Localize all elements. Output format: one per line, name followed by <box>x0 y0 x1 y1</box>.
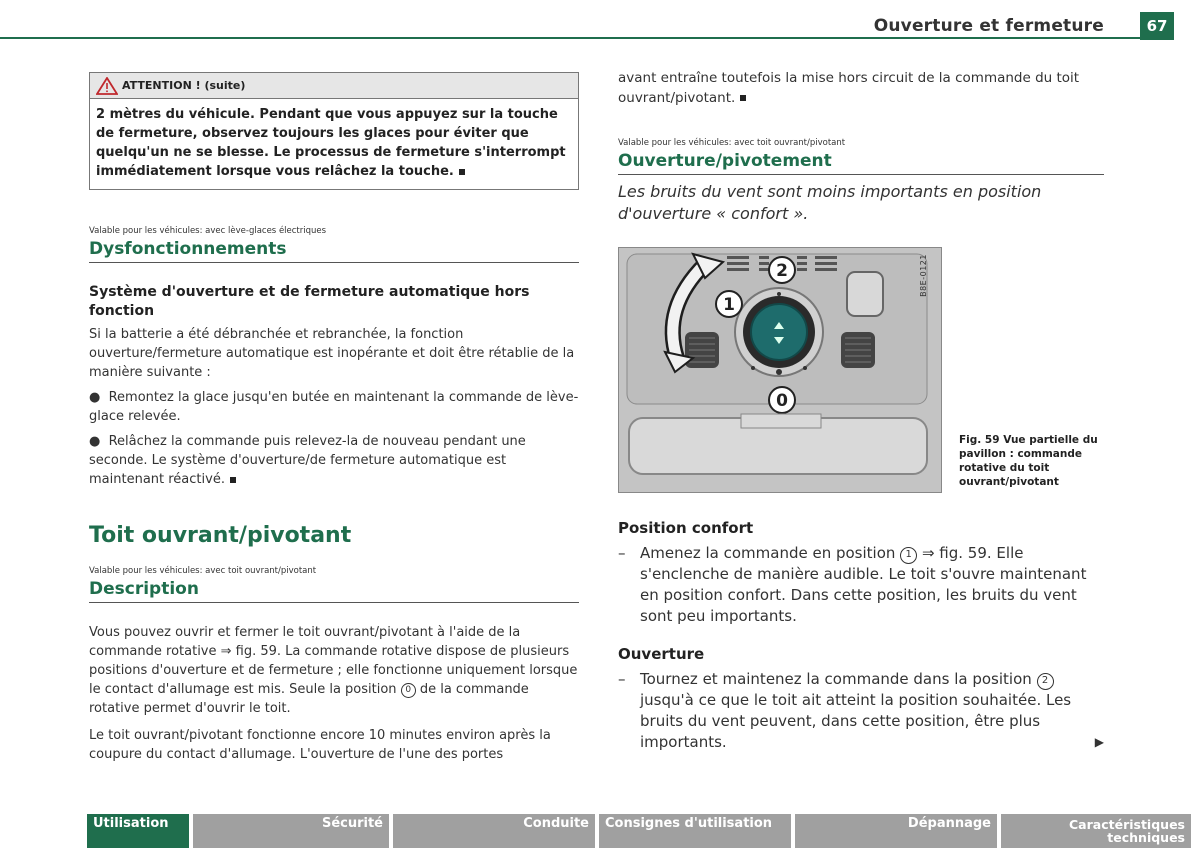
bullet-item: ● Remontez la glace jusqu'en butée en maintenant la commande de lève-glace relevée. <box>89 390 579 424</box>
end-marker <box>740 95 746 101</box>
paragraph: Vous pouvez ouvrir et fermer le toit ouvrant/pivotant à l'aide de la commande rotative ⇒ fig. 59. La commande rotative dispose de plusieurs positions d'ouverture et de fermeture ; elle fonctionne uniquement lorsque le contact d'allumage est mis. Seule la position 0 de la commande rotative permet d'ouvrir le toit. <box>89 625 578 716</box>
fig-label-1: 1 <box>723 295 735 315</box>
page-number: 67 <box>1140 12 1174 40</box>
nav-tab-securite[interactable]: Sécurité <box>193 814 393 848</box>
section-title-description: Description <box>89 579 579 603</box>
intro-text: Les bruits du vent sont moins importants en position d'ouverture « confort ». <box>618 182 1042 223</box>
warning-label: ATTENTION ! (suite) <box>122 79 246 92</box>
bullet-item: ● Relâchez la commande puis relevez-la de nouveau pendant une seconde. Le système d'ouverture/de fermeture automatique est maintenant réactivé. <box>89 434 526 487</box>
warning-triangle-icon <box>96 77 118 95</box>
header-rule <box>0 37 1140 39</box>
figure-code: B8E-0121 <box>919 254 928 297</box>
nav-tab-conduite[interactable]: Conduite <box>393 814 599 848</box>
applicability-note: Valable pour les véhicules: avec toit ouvrant/pivotant <box>618 138 846 148</box>
section-title-ouverture-pivotement: Ouverture/pivotement <box>618 151 1104 175</box>
subsection-title: Système d'ouverture et de fermeture automatique hors fonction <box>89 284 530 319</box>
figure-caption: Fig. 59 Vue partielle du pavillon : commande rotative du toit ouvrant/pivotant <box>959 434 1098 488</box>
nav-tab-depannage[interactable]: Dépannage <box>795 814 1001 848</box>
position-0-symbol: 0 <box>401 683 416 698</box>
position-2-symbol: 2 <box>1037 673 1054 690</box>
paragraph: Le toit ouvrant/pivotant fonctionne encore 10 minutes environ après la coupure du contact d'allumage. L'ouverture de l'une des portes <box>89 728 551 762</box>
nav-tab-utilisation[interactable]: Utilisation <box>87 814 193 848</box>
end-marker <box>459 169 465 175</box>
end-marker <box>230 477 236 483</box>
continue-arrow-icon: ▶ <box>1094 735 1104 749</box>
step-title-ouverture: Ouverture <box>618 645 705 663</box>
section-title-dysfonctionnements: Dysfonctionnements <box>89 239 579 263</box>
chapter-title: Ouverture et fermeture <box>873 16 1104 36</box>
step-title-confort: Position confort <box>618 519 754 537</box>
warning-box <box>89 72 579 190</box>
step-item: – Amenez la commande en position 1 ⇒ fig. 59. Elle s'enclenche de manière audible. Le toit s'ouvre maintenant en position confort. Dans cette position, les bruits du vent sont peu importants. <box>618 544 1087 625</box>
nav-tab-consignes[interactable]: Consignes d'utilisation <box>599 814 795 848</box>
nav-tab-caracteristiques[interactable]: Caractéristiques techniques <box>1001 814 1191 848</box>
roof-control-illustration <box>618 247 942 493</box>
position-1-symbol: 1 <box>900 547 917 564</box>
chapter-heading-toit: Toit ouvrant/pivotant <box>89 523 352 548</box>
paragraph: avant entraîne toutefois la mise hors circuit de la commande du toit ouvrant/pivotant. <box>618 70 1080 106</box>
left-column <box>89 72 579 764</box>
applicability-note: Valable pour les véhicules: avec lève-glaces électriques <box>89 226 327 236</box>
applicability-note: Valable pour les véhicules: avec toit ouvrant/pivotant <box>89 566 317 576</box>
right-column <box>618 68 1104 753</box>
paragraph: Si la batterie a été débranchée et rebranchée, la fonction ouverture/fermeture automatique est inopérante et doit être rétablie de la manière suivante : <box>89 327 575 380</box>
fig-label-0: 0 <box>776 391 788 411</box>
chapter-nav <box>87 814 1191 848</box>
figure-59 <box>618 247 1104 495</box>
fig-label-2: 2 <box>776 261 788 281</box>
warning-header <box>90 73 578 99</box>
step-item: – Tournez et maintenez la commande dans la position 2 jusqu'à ce que le toit ait atteint la position souhaitée. Les bruits du vent peuvent, dans cette position, être plus importants. ▶ <box>618 670 1104 751</box>
roof-panel-drawing <box>619 248 942 493</box>
warning-text: 2 mètres du véhicule. Pendant que vous appuyez sur la touche de fermeture, observez toujours les glaces pour éviter que quelqu'un ne se blesse. Le processus de fermeture s'interrompt immédiatement lorsque vous relâchez la touche. <box>96 107 566 179</box>
